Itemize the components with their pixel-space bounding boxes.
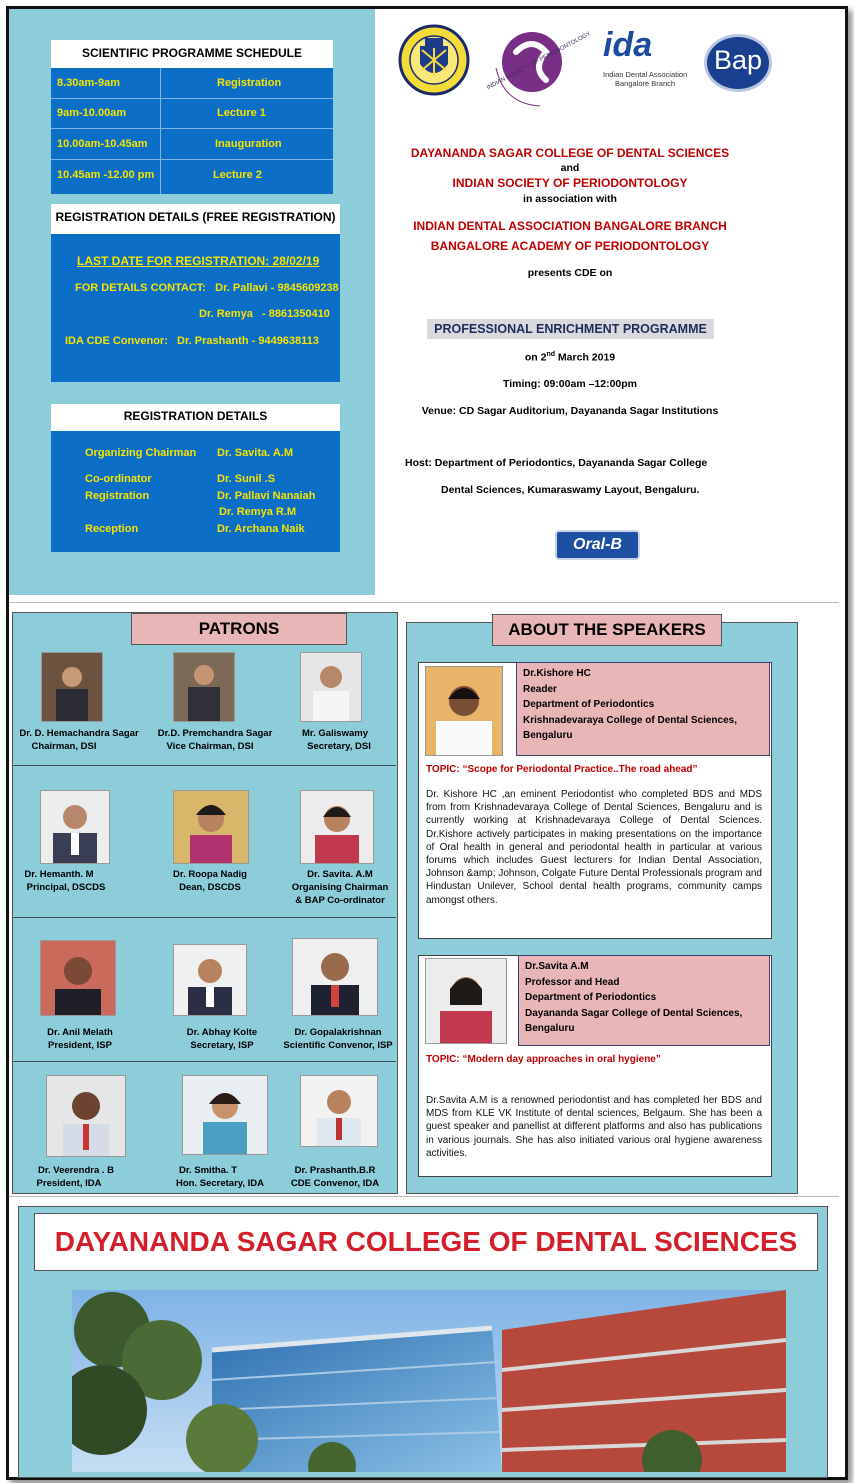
section-separator — [9, 1196, 839, 1197]
schedule-event: Lecture 1 — [217, 107, 266, 119]
patron-photo — [173, 652, 235, 722]
patron-name: Dr. Savita. A.M — [307, 869, 373, 880]
patron-photo — [40, 790, 110, 864]
speaker-dept: Department of Periodontics — [525, 992, 657, 1003]
speaker-name: Dr.Savita A.M — [525, 961, 589, 972]
patron-photo — [46, 1075, 126, 1157]
isp-logo-text: INDIAN SOCIETY OF PERIODONTOLOGY — [486, 31, 592, 92]
presents-text: presents CDE on — [527, 267, 613, 279]
bap-logo — [704, 34, 772, 92]
speaker-dept: Department of Periodontics — [523, 699, 655, 710]
patron-role: President, IDA — [36, 1178, 102, 1189]
patron-name: Dr. Veerendra . B — [37, 1165, 115, 1176]
patron-role: Vice Chairman, DSI — [166, 741, 254, 752]
date-sup: nd — [546, 351, 556, 358]
speaker-photo — [425, 958, 507, 1044]
reg-role: Reception — [85, 523, 139, 535]
reg-name: Dr. Remya R.M — [219, 506, 297, 518]
patron-photo — [292, 938, 378, 1016]
patron-role: Organising Chairman — [291, 882, 389, 893]
speaker-photo — [425, 666, 503, 756]
schedule-table — [51, 68, 333, 194]
patron-role: Secretary, DSI — [307, 741, 371, 752]
patron-name: Dr.D. Premchandra Sagar — [157, 728, 273, 739]
schedule-time: 9am-10.00am — [57, 107, 127, 119]
section-separator — [9, 602, 839, 603]
speaker-title: Reader — [523, 683, 557, 695]
event-venue: Venue: CD Sagar Auditorium, Dayananda Sagar Institutions — [421, 405, 719, 417]
schedule-row — [51, 98, 333, 129]
reg-role: Registration — [85, 490, 150, 502]
oralb-logo — [555, 530, 640, 560]
speaker-topic: TOPIC: “Scope for Periodontal Practice..The road ahead” — [426, 764, 698, 775]
schedule-event: Inauguration — [215, 138, 282, 150]
free-registration-title: REGISTRATION DETAILS (FREE REGISTRATION) — [51, 204, 340, 234]
speaker-college: Dayananda Sagar College of Dental Sciences, — [525, 1007, 743, 1019]
speakers-title: ABOUT THE SPEAKERS — [492, 614, 722, 646]
event-date — [375, 351, 765, 364]
patron-photo — [300, 790, 374, 864]
speaker-title: Professor and Head — [525, 976, 620, 988]
patron-role: Hon. Secretary, IDA — [176, 1178, 264, 1189]
patron-photo — [41, 652, 103, 722]
org-dscds: DAYANANDA SAGAR COLLEGE OF DENTAL SCIENCES — [410, 146, 730, 160]
convenor-line: IDA CDE Convenor: Dr. Prashanth - 9449638113 — [65, 335, 319, 347]
patron-photo — [182, 1075, 268, 1155]
schedule-time: 10.00am-10.45am — [57, 138, 148, 150]
dsi-crest-logo — [398, 20, 470, 100]
patron-photo — [40, 940, 116, 1016]
registration-details-title: REGISTRATION DETAILS — [51, 404, 340, 431]
patron-name: Dr. Abhay Kolte — [186, 1027, 258, 1038]
bap-logo-text: Bap — [713, 45, 763, 75]
schedule-row — [51, 68, 333, 99]
patron-role: CDE Convenor, IDA — [290, 1178, 380, 1189]
registration-details-box — [51, 431, 340, 552]
patrons-divider — [13, 917, 396, 918]
patron-role: Secretary, ISP — [190, 1040, 254, 1051]
college-building-photo — [72, 1290, 786, 1472]
patron-name: Dr. Roopa Nadig — [173, 869, 247, 880]
contact-line-2: Dr. Remya - 8861350410 — [199, 308, 330, 320]
event-host-2: Dental Sciences, Kumaraswamy Layout, Bengaluru. — [441, 484, 700, 496]
schedule-time: 8.30am-9am — [57, 77, 120, 89]
schedule-row — [51, 160, 333, 190]
patron-name: Dr. D. Hemachandra Sagar — [19, 728, 139, 739]
ida-logo-sub2: Bangalore Branch — [615, 79, 676, 88]
reg-name: Dr. Archana Naik — [217, 523, 305, 535]
patron-role: Chairman, DSI — [31, 741, 97, 752]
org-ida: INDIAN DENTAL ASSOCIATION BANGALORE BRANCH — [413, 219, 727, 233]
last-date: LAST DATE FOR REGISTRATION: 28/02/19 — [77, 254, 320, 268]
patrons-title: PATRONS — [131, 613, 347, 645]
patron-role: Scientific Convenor, ISP — [283, 1040, 393, 1051]
assoc-text: in association with — [523, 193, 617, 205]
programme-title: PROFESSIONAL ENRICHMENT PROGRAMME — [427, 319, 714, 339]
reg-name: Dr. Pallavi Nanaiah — [217, 490, 316, 502]
and-text: and — [560, 162, 580, 174]
event-host: Host: Department of Periodontics, Dayananda Sagar College — [405, 457, 708, 469]
speaker-header — [518, 955, 770, 1046]
schedule-time: 10.45am -12.00 pm — [57, 169, 155, 181]
org-isp: INDIAN SOCIETY OF PERIODONTOLOGY — [452, 176, 688, 190]
patrons-divider — [13, 1061, 396, 1062]
patrons-divider — [13, 765, 396, 766]
speaker-bio: Dr.Savita A.M is a renowned periodontist and has completed her BDS and MDS from KLE VK Institute of dental sciences, Belgaum. She has been a guest speaker and panellist at different platforms and also has publications in various journals. She has also initiated various oral hygiene awareness activities. — [426, 1095, 762, 1159]
date-post: March 2019 — [555, 351, 616, 364]
patron-name: Dr. Anil Melath — [47, 1027, 113, 1038]
patron-photo — [173, 790, 249, 864]
patron-name: Dr. Hemanth. M — [24, 869, 94, 880]
schedule-title: SCIENTIFIC PROGRAMME SCHEDULE — [51, 40, 333, 68]
free-registration-box — [51, 234, 340, 382]
patron-role-2: & BAP Co-ordinator — [295, 895, 385, 906]
speaker-bio: Dr. Kishore HC ,an eminent Periodontist who completed BDS and MDS from from Krishnadevaraya College of Dental Sciences, Bengaluru and is currently working at Krishnadevaraya College of Dental Sciences. Dr.Kishore actively participates in making presentations on the importance of Oral health in general and periodontal health in particular at various forums which includes Guest lecturers for Indian Dental Association, Johnson &amp; Johnson, Colgate Future Dental Professionals program and Hindustan Unilever, School dental health programs, community camps amongst others. — [426, 789, 762, 906]
speaker-topic: TOPIC: “Modern day approaches in oral hygiene” — [426, 1054, 661, 1065]
schedule-event: Registration — [217, 77, 282, 89]
speaker-college: Krishnadevaraya College of Dental Sciences, — [523, 714, 737, 726]
oralb-logo-text: Oral-B — [573, 536, 622, 553]
contact-line: FOR DETAILS CONTACT: Dr. Pallavi - 9845609238 — [75, 282, 339, 294]
date-pre: on 2 — [524, 351, 547, 364]
event-timing: Timing: 09:00am –12:00pm — [502, 378, 638, 390]
patron-role: Principal, DSCDS — [26, 882, 106, 893]
patron-name: Dr. Gopalakrishnan — [294, 1027, 382, 1038]
patron-name: Dr. Smitha. T — [178, 1165, 238, 1176]
speaker-header — [516, 662, 770, 756]
patron-role: Dean, DSCDS — [179, 882, 241, 893]
patron-photo — [300, 1075, 378, 1147]
patron-name: Dr. Prashanth.B.R — [294, 1165, 376, 1176]
reg-name: Dr. Sunil .S — [217, 473, 276, 485]
reg-name: Dr. Savita. A.M — [217, 447, 294, 459]
speaker-name: Dr.Kishore HC — [523, 668, 591, 679]
reg-role: Organizing Chairman — [85, 447, 197, 459]
patron-photo — [173, 944, 247, 1016]
schedule-row — [51, 129, 333, 160]
speaker-city: Bengaluru — [523, 730, 573, 741]
reg-role: Co-ordinator — [85, 473, 152, 485]
college-title: DAYANANDA SAGAR COLLEGE OF DENTAL SCIENCES — [34, 1213, 818, 1271]
ida-logo-sub: Indian Dental Association — [603, 70, 688, 79]
schedule-event: Lecture 2 — [213, 169, 262, 181]
patron-name: Mr. Galiswamy — [301, 728, 368, 739]
org-bap: BANGALORE ACADEMY OF PERIODONTOLOGY — [430, 239, 710, 253]
patron-role: President, ISP — [48, 1040, 112, 1051]
speaker-city: Bengaluru — [525, 1023, 575, 1034]
patron-photo — [300, 652, 362, 722]
ida-logo: ida — [603, 26, 653, 64]
